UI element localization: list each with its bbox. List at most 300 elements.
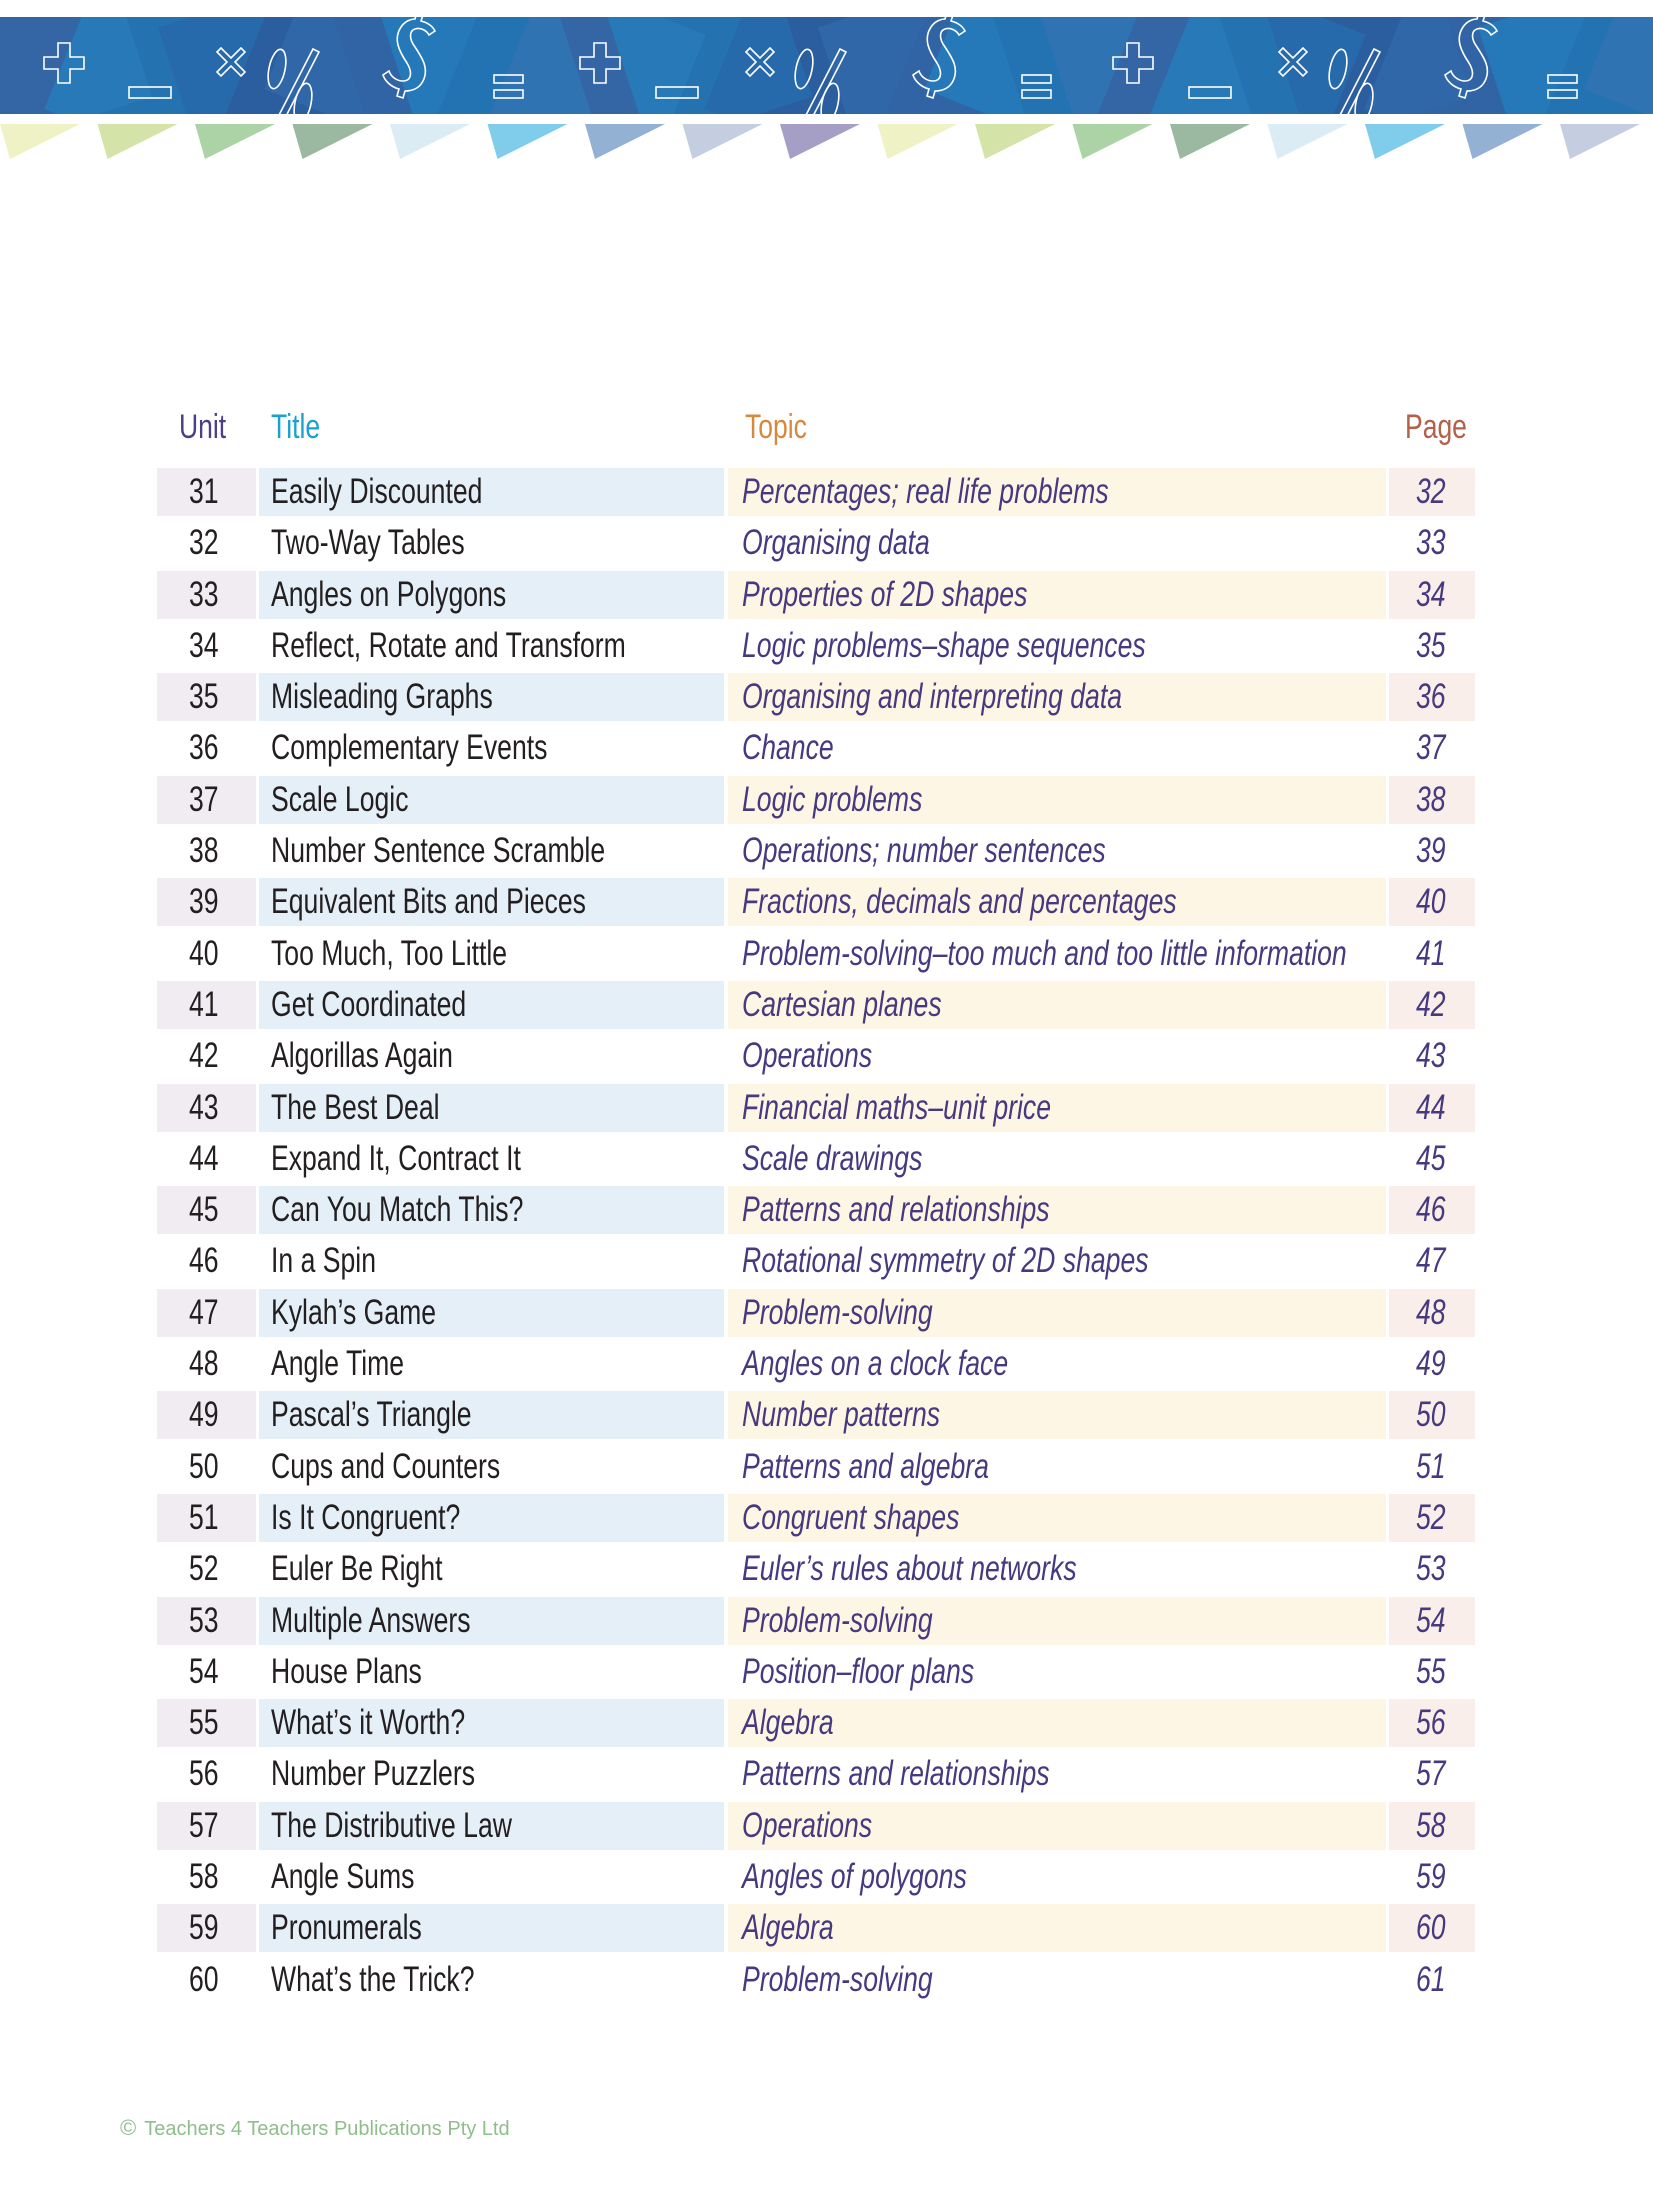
page-cell — [1389, 1494, 1475, 1542]
unit-cell — [157, 1853, 256, 1901]
page-cell — [1389, 930, 1475, 978]
topic-cell — [728, 1956, 1386, 2004]
unit-text: 35 — [189, 677, 219, 717]
page-cell — [1389, 724, 1475, 772]
topic-text: Logic problems–shape sequences — [742, 625, 1146, 665]
unit-text: 45 — [189, 1190, 219, 1230]
unit-text: 52 — [189, 1549, 219, 1589]
page-text: 32 — [1416, 472, 1446, 511]
unit-text: 32 — [189, 523, 219, 563]
page-cell — [1389, 776, 1475, 824]
page-cell — [1389, 1956, 1475, 2004]
topic-text: Scale drawings — [742, 1138, 923, 1178]
topic-text: Algebra — [742, 1703, 834, 1743]
unit-text: 49 — [189, 1395, 219, 1435]
page-text: 37 — [1416, 728, 1446, 768]
page-cell — [1389, 1289, 1475, 1337]
title-cell — [259, 571, 724, 619]
title-text: Misleading Graphs — [271, 677, 493, 717]
page-cell — [1389, 1802, 1475, 1850]
unit-text: 48 — [189, 1344, 219, 1384]
unit-text: 57 — [189, 1805, 219, 1845]
page-text: 61 — [1416, 1959, 1446, 1999]
topic-cell — [728, 981, 1386, 1029]
title-text: Kylah’s Game — [271, 1292, 437, 1332]
page-cell — [1389, 1699, 1475, 1747]
decorative-triangle — [98, 124, 178, 159]
decorative-triangle — [1463, 124, 1543, 159]
table-row — [157, 930, 1475, 981]
decorative-triangle — [1268, 124, 1348, 159]
page-text: 36 — [1416, 677, 1446, 717]
topic-cell — [728, 827, 1386, 875]
topic-cell — [728, 519, 1386, 567]
page-text: 40 — [1416, 882, 1446, 922]
copyright-footer — [120, 2115, 510, 2141]
table-row — [157, 1084, 1475, 1135]
topic-cell — [728, 1904, 1386, 1952]
topic-text: Operations — [742, 1036, 873, 1076]
page-cell — [1389, 1340, 1475, 1388]
table-row — [157, 1956, 1475, 2007]
topic-text: Operations — [742, 1805, 873, 1845]
topic-text: Algebra — [742, 1908, 834, 1948]
unit-text: 51 — [189, 1497, 219, 1537]
table-row — [157, 1853, 1475, 1904]
title-cell — [259, 1084, 724, 1132]
decorative-triangle — [1365, 124, 1445, 159]
title-cell — [259, 1750, 724, 1798]
unit-cell — [157, 571, 256, 619]
topic-text: Organising data — [742, 523, 930, 563]
table-row — [157, 571, 1475, 622]
unit-cell — [157, 1340, 256, 1388]
title-cell — [259, 1391, 724, 1439]
title-text: Easily Discounted — [271, 472, 483, 511]
title-cell — [259, 1648, 724, 1696]
page-text: 42 — [1416, 984, 1446, 1024]
unit-text: 39 — [189, 882, 219, 922]
title-text: Multiple Answers — [271, 1600, 471, 1640]
topic-cell — [728, 930, 1386, 978]
title-text: Too Much, Too Little — [271, 933, 508, 973]
unit-text: 38 — [189, 831, 219, 871]
table-row — [157, 1904, 1475, 1955]
decorative-triangle — [585, 124, 665, 159]
topic-text: Angles on a clock face — [742, 1344, 1009, 1384]
page-text: 55 — [1416, 1651, 1446, 1691]
page-cell — [1389, 981, 1475, 1029]
title-text: Pascal’s Triangle — [271, 1395, 472, 1435]
title-cell — [259, 519, 724, 567]
unit-text: 59 — [189, 1908, 219, 1948]
unit-cell — [157, 724, 256, 772]
unit-text: 31 — [189, 472, 219, 511]
topic-text: Cartesian planes — [742, 984, 942, 1024]
page-text: 46 — [1416, 1190, 1446, 1230]
title-cell — [259, 1443, 724, 1491]
title-text: In a Spin — [271, 1241, 376, 1281]
page-text: 51 — [1416, 1446, 1446, 1486]
page-cell — [1389, 519, 1475, 567]
page-cell — [1389, 468, 1475, 516]
title-cell — [259, 724, 724, 772]
topic-text: Properties of 2D shapes — [742, 574, 1028, 614]
contents-table — [157, 400, 1475, 2007]
unit-cell — [157, 1032, 256, 1080]
decorative-triangle — [1560, 124, 1640, 159]
page-text: 58 — [1416, 1805, 1446, 1845]
topic-cell — [728, 1135, 1386, 1183]
table-row — [157, 1135, 1475, 1186]
topic-text: Congruent shapes — [742, 1497, 960, 1537]
unit-cell — [157, 1956, 256, 2004]
title-cell — [259, 1545, 724, 1593]
page-text: 39 — [1416, 831, 1446, 871]
title-text: Is It Congruent? — [271, 1497, 461, 1537]
topic-text: Patterns and relationships — [742, 1754, 1050, 1794]
page-cell — [1389, 1853, 1475, 1901]
unit-text: 53 — [189, 1600, 219, 1640]
header-page: Page — [1405, 408, 1467, 446]
unit-text: 50 — [189, 1446, 219, 1486]
page-text: 48 — [1416, 1292, 1446, 1332]
topic-cell — [728, 724, 1386, 772]
title-text: Pronumerals — [271, 1908, 422, 1948]
table-row — [157, 827, 1475, 878]
page-text: 44 — [1416, 1087, 1446, 1127]
unit-text: 44 — [189, 1138, 219, 1178]
table-body — [157, 468, 1475, 2007]
title-text: Angle Sums — [271, 1857, 415, 1897]
page-text: 57 — [1416, 1754, 1446, 1794]
title-text: Two-Way Tables — [271, 523, 465, 563]
unit-cell — [157, 1597, 256, 1645]
title-cell — [259, 622, 724, 670]
unit-cell — [157, 673, 256, 721]
title-cell — [259, 930, 724, 978]
page-cell — [1389, 1186, 1475, 1234]
topic-text: Number patterns — [742, 1395, 941, 1435]
title-cell — [259, 1289, 724, 1337]
topic-cell — [728, 673, 1386, 721]
title-cell — [259, 1853, 724, 1901]
unit-cell — [157, 1802, 256, 1850]
topic-cell — [728, 1494, 1386, 1542]
decorative-triangle — [1073, 124, 1153, 159]
topic-cell — [728, 1597, 1386, 1645]
unit-text: 33 — [189, 574, 219, 614]
unit-text: 41 — [189, 984, 219, 1024]
unit-text: 40 — [189, 933, 219, 973]
page-text: 52 — [1416, 1497, 1446, 1537]
topic-text: Percentages; real life problems — [742, 472, 1109, 511]
unit-cell — [157, 1494, 256, 1542]
topic-cell — [728, 1443, 1386, 1491]
unit-cell — [157, 468, 256, 516]
title-text: Scale Logic — [271, 779, 409, 819]
table-row — [157, 981, 1475, 1032]
math-symbols-pattern — [0, 17, 1653, 114]
title-cell — [259, 776, 724, 824]
topic-cell — [728, 1032, 1386, 1080]
unit-text: 42 — [189, 1036, 219, 1076]
topic-text: Operations; number sentences — [742, 831, 1106, 871]
unit-cell — [157, 776, 256, 824]
title-text: The Best Deal — [271, 1087, 440, 1127]
title-cell — [259, 1032, 724, 1080]
page-cell — [1389, 1032, 1475, 1080]
unit-cell — [157, 1237, 256, 1285]
title-text: Complementary Events — [271, 728, 548, 768]
unit-cell — [157, 1648, 256, 1696]
page-text: 53 — [1416, 1549, 1446, 1589]
unit-text: 56 — [189, 1754, 219, 1794]
table-row — [157, 1699, 1475, 1750]
unit-cell — [157, 1186, 256, 1234]
page-cell — [1389, 1443, 1475, 1491]
title-cell — [259, 1699, 724, 1747]
table-row — [157, 1802, 1475, 1853]
unit-cell — [157, 1443, 256, 1491]
topic-cell — [728, 1186, 1386, 1234]
title-text: House Plans — [271, 1651, 422, 1691]
title-text: The Distributive Law — [271, 1805, 512, 1845]
page-text: 35 — [1416, 625, 1446, 665]
title-cell — [259, 1494, 724, 1542]
table-row — [157, 1545, 1475, 1596]
unit-cell — [157, 1699, 256, 1747]
table-row — [157, 519, 1475, 570]
page-cell — [1389, 1597, 1475, 1645]
title-cell — [259, 981, 724, 1029]
topic-cell — [728, 622, 1386, 670]
topic-text: Chance — [742, 728, 834, 768]
header-banner — [0, 17, 1653, 114]
topic-text: Rotational symmetry of 2D shapes — [742, 1241, 1149, 1281]
title-cell — [259, 1135, 724, 1183]
decorative-triangle — [780, 124, 860, 159]
table-row — [157, 724, 1475, 775]
page-text: 38 — [1416, 779, 1446, 819]
title-cell — [259, 827, 724, 875]
page-text: 60 — [1416, 1908, 1446, 1948]
topic-text: Fractions, decimals and percentages — [742, 882, 1177, 922]
topic-text: Problem-solving–too much and too little information — [742, 933, 1347, 973]
unit-cell — [157, 878, 256, 926]
table-row — [157, 1494, 1475, 1545]
unit-text: 55 — [189, 1703, 219, 1743]
topic-text: Problem-solving — [742, 1959, 933, 1999]
topic-cell — [728, 1802, 1386, 1850]
decorative-triangle — [683, 124, 763, 159]
page-text: 33 — [1416, 523, 1446, 563]
topic-cell — [728, 776, 1386, 824]
topic-cell — [728, 571, 1386, 619]
unit-text: 60 — [189, 1959, 219, 1999]
title-text: Expand It, Contract It — [271, 1138, 521, 1178]
topic-cell — [728, 1648, 1386, 1696]
table-row — [157, 468, 1475, 519]
topic-text: Euler’s rules about networks — [742, 1549, 1077, 1589]
page-text: 45 — [1416, 1138, 1446, 1178]
title-cell — [259, 1237, 724, 1285]
title-cell — [259, 1802, 724, 1850]
table-row — [157, 878, 1475, 929]
unit-text: 36 — [189, 728, 219, 768]
topic-cell — [728, 878, 1386, 926]
header-unit: Unit — [179, 408, 227, 446]
page-text: 59 — [1416, 1857, 1446, 1897]
page-text: 49 — [1416, 1344, 1446, 1384]
table-row — [157, 1597, 1475, 1648]
title-cell — [259, 1340, 724, 1388]
decorative-triangle-strip — [0, 122, 1653, 162]
topic-cell — [728, 1084, 1386, 1132]
topic-text: Problem-solving — [742, 1600, 933, 1640]
table-row — [157, 1340, 1475, 1391]
decorative-triangle — [975, 124, 1055, 159]
title-cell — [259, 878, 724, 926]
copyright-icon: © — [120, 2115, 137, 2140]
page-cell — [1389, 1648, 1475, 1696]
page-cell — [1389, 622, 1475, 670]
table-row — [157, 622, 1475, 673]
topic-cell — [728, 1545, 1386, 1593]
unit-cell — [157, 622, 256, 670]
decorative-triangle — [390, 124, 470, 159]
topic-cell — [728, 1289, 1386, 1337]
table-row — [157, 1750, 1475, 1801]
page-cell — [1389, 1237, 1475, 1285]
table-row — [157, 1237, 1475, 1288]
unit-cell — [157, 1084, 256, 1132]
unit-cell — [157, 981, 256, 1029]
header-topic: Topic — [745, 408, 807, 446]
table-row — [157, 1443, 1475, 1494]
decorative-triangle — [878, 124, 958, 159]
page-cell — [1389, 1084, 1475, 1132]
title-cell — [259, 1956, 724, 2004]
page-text: 56 — [1416, 1703, 1446, 1743]
title-text: What’s the Trick? — [271, 1959, 475, 1999]
title-text: What’s it Worth? — [271, 1703, 466, 1743]
unit-cell — [157, 827, 256, 875]
title-cell — [259, 673, 724, 721]
topic-text: Angles of polygons — [742, 1857, 967, 1897]
unit-cell — [157, 1750, 256, 1798]
unit-cell — [157, 519, 256, 567]
decorative-triangle — [488, 124, 568, 159]
title-text: Number Puzzlers — [271, 1754, 476, 1794]
page-cell — [1389, 571, 1475, 619]
title-text: Reflect, Rotate and Transform — [271, 625, 626, 665]
page-cell — [1389, 673, 1475, 721]
topic-cell — [728, 1699, 1386, 1747]
page-text: 34 — [1416, 574, 1446, 614]
topic-text: Organising and interpreting data — [742, 677, 1123, 717]
title-text: Get Coordinated — [271, 984, 467, 1024]
topic-text: Logic problems — [742, 779, 923, 819]
page-cell — [1389, 1750, 1475, 1798]
page-text: 41 — [1416, 933, 1446, 973]
unit-cell — [157, 1135, 256, 1183]
topic-text: Financial maths–unit price — [742, 1087, 1052, 1127]
title-text: Equivalent Bits and Pieces — [271, 882, 586, 922]
unit-cell — [157, 1545, 256, 1593]
decorative-triangle — [0, 124, 80, 159]
page-cell — [1389, 1904, 1475, 1952]
title-cell — [259, 468, 724, 516]
title-text: Angles on Polygons — [271, 574, 507, 614]
topic-cell — [728, 1237, 1386, 1285]
title-cell — [259, 1904, 724, 1952]
table-row — [157, 1186, 1475, 1237]
page-text: 50 — [1416, 1395, 1446, 1435]
page-cell — [1389, 878, 1475, 926]
page-cell — [1389, 1545, 1475, 1593]
table-header — [157, 400, 1475, 468]
page-text: 43 — [1416, 1036, 1446, 1076]
topic-cell — [728, 1340, 1386, 1388]
topic-text: Patterns and algebra — [742, 1446, 989, 1486]
topic-text: Patterns and relationships — [742, 1190, 1050, 1230]
topic-cell — [728, 1391, 1386, 1439]
page-text: 54 — [1416, 1600, 1446, 1640]
title-text: Can You Match This? — [271, 1190, 524, 1230]
table-row — [157, 1391, 1475, 1442]
title-text: Angle Time — [271, 1344, 405, 1384]
topic-cell — [728, 1853, 1386, 1901]
title-cell — [259, 1186, 724, 1234]
unit-cell — [157, 1904, 256, 1952]
title-cell — [259, 1597, 724, 1645]
unit-text: 43 — [189, 1087, 219, 1127]
decorative-triangle — [1170, 124, 1250, 159]
copyright-text: Teachers 4 Teachers Publications Pty Ltd — [144, 2118, 510, 2140]
page-cell — [1389, 1135, 1475, 1183]
decorative-triangle — [195, 124, 275, 159]
decorative-triangle — [293, 124, 373, 159]
topic-text: Problem-solving — [742, 1292, 933, 1332]
topic-cell — [728, 468, 1386, 516]
unit-text: 46 — [189, 1241, 219, 1281]
table-row — [157, 1289, 1475, 1340]
unit-cell — [157, 1391, 256, 1439]
header-title: Title — [271, 408, 321, 446]
unit-cell — [157, 930, 256, 978]
page-cell — [1389, 1391, 1475, 1439]
page-cell — [1389, 827, 1475, 875]
table-row — [157, 673, 1475, 724]
title-text: Cups and Counters — [271, 1446, 501, 1486]
title-text: Algorillas Again — [271, 1036, 453, 1076]
topic-cell — [728, 1750, 1386, 1798]
topic-text: Position–floor plans — [742, 1651, 975, 1691]
unit-text: 54 — [189, 1651, 219, 1691]
title-text: Euler Be Right — [271, 1549, 443, 1589]
table-row — [157, 776, 1475, 827]
table-row — [157, 1648, 1475, 1699]
unit-text: 58 — [189, 1857, 219, 1897]
unit-cell — [157, 1289, 256, 1337]
unit-text: 34 — [189, 625, 219, 665]
title-text: Number Sentence Scramble — [271, 831, 606, 871]
page-text: 47 — [1416, 1241, 1446, 1281]
unit-text: 47 — [189, 1292, 219, 1332]
table-row — [157, 1032, 1475, 1083]
unit-text: 37 — [189, 779, 219, 819]
